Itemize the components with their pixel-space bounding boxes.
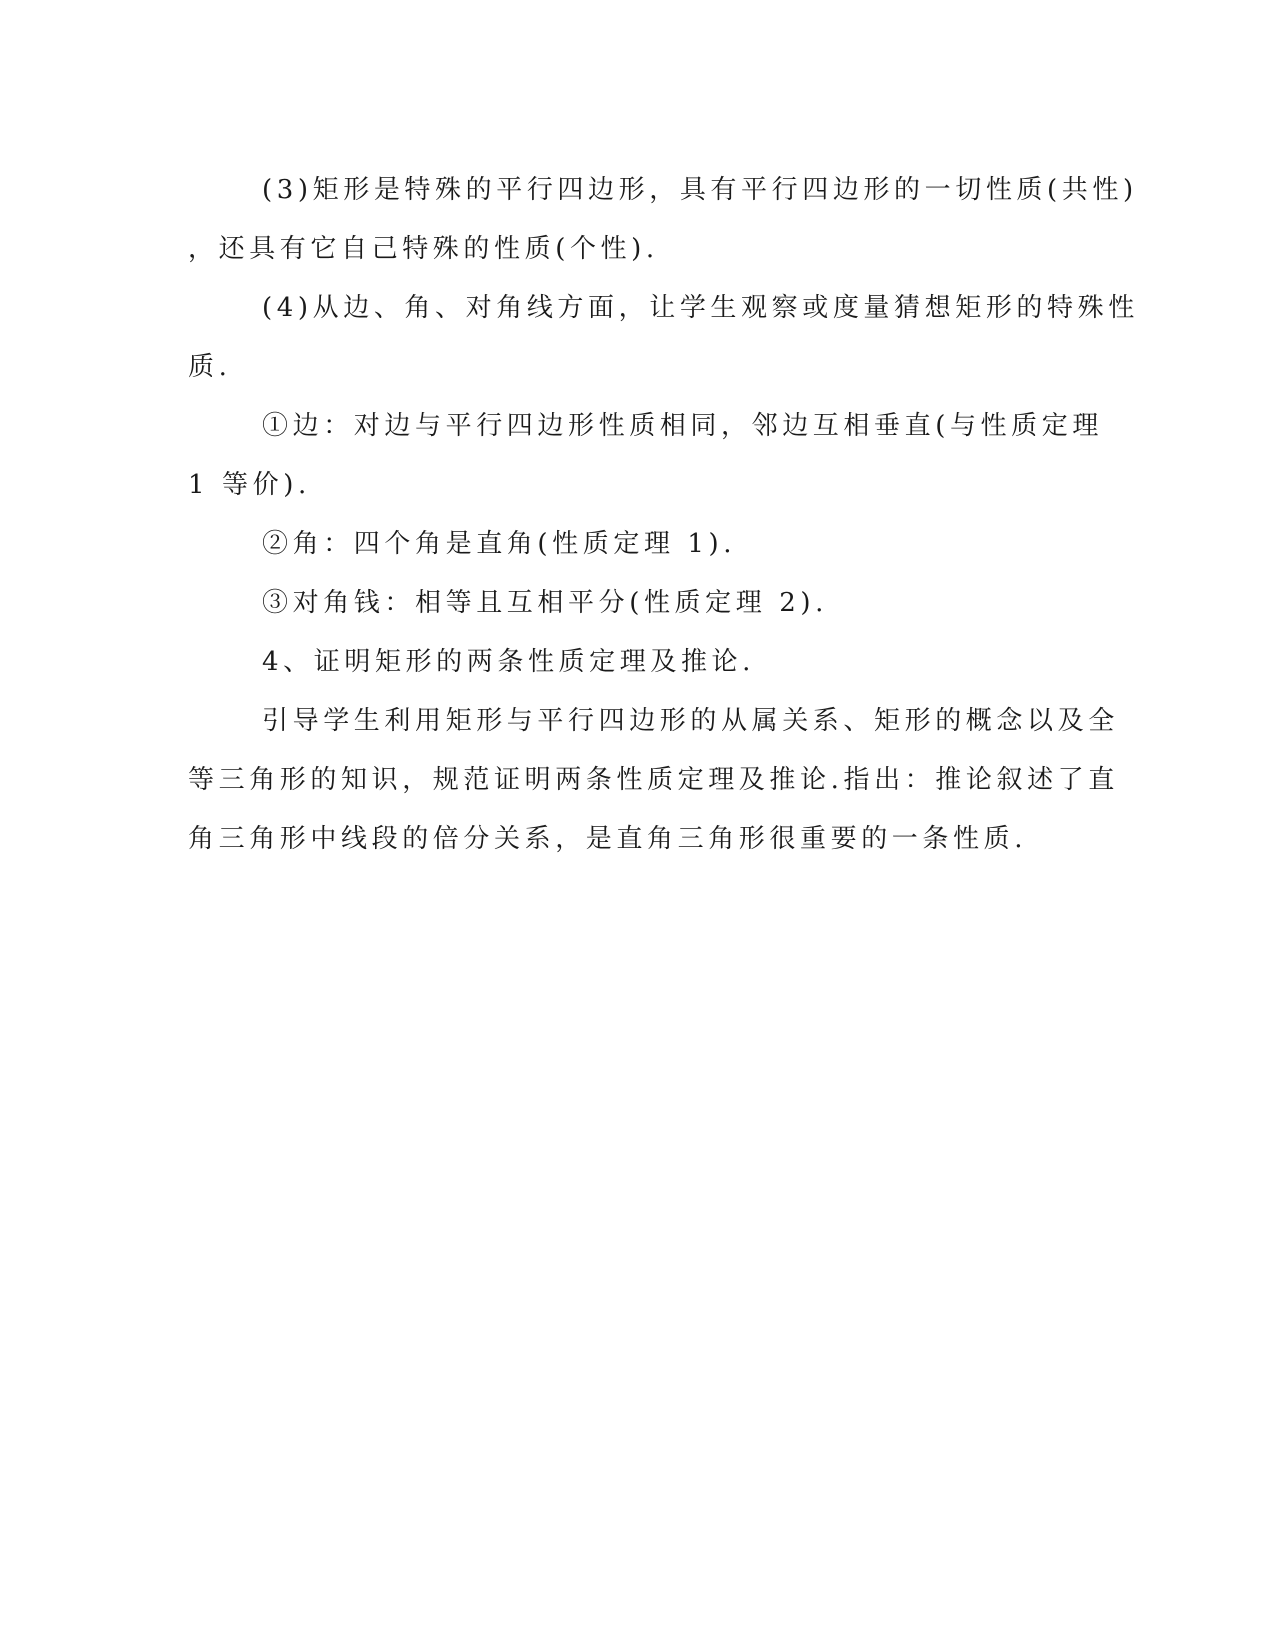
item-diagonal: ③对角钱：相等且互相平分(性质定理 2). bbox=[262, 588, 828, 618]
item-side-line-1: ①边：对边与平行四边形性质相同，邻边互相垂直(与性质定理 bbox=[262, 411, 1103, 441]
section-4-heading: 4、证明矩形的两条性质定理及推论. bbox=[262, 647, 756, 677]
guide-paragraph-line-1: 引导学生利用矩形与平行四边形的从属关系、矩形的概念以及全 bbox=[262, 706, 1119, 736]
guide-paragraph-line-2: 等三角形的知识，规范证明两条性质定理及推论.指出：推论叙述了直 bbox=[188, 765, 1119, 795]
paragraph-4-line-2: 质. bbox=[188, 352, 232, 382]
paragraph-3-line-2: ，还具有它自己特殊的性质(个性). bbox=[188, 234, 659, 264]
paragraph-3-line-1: (3)矩形是特殊的平行四边形，具有平行四边形的一切性质(共性) bbox=[262, 175, 1138, 205]
item-side-line-2: 1 等价). bbox=[188, 470, 311, 500]
paragraph-4-line-1: (4)从边、角、对角线方面，让学生观察或度量猜想矩形的特殊性 bbox=[262, 293, 1139, 323]
guide-paragraph-line-3: 角三角形中线段的倍分关系，是直角三角形很重要的一条性质. bbox=[188, 824, 1028, 854]
item-angle: ②角：四个角是直角(性质定理 1). bbox=[262, 529, 737, 559]
